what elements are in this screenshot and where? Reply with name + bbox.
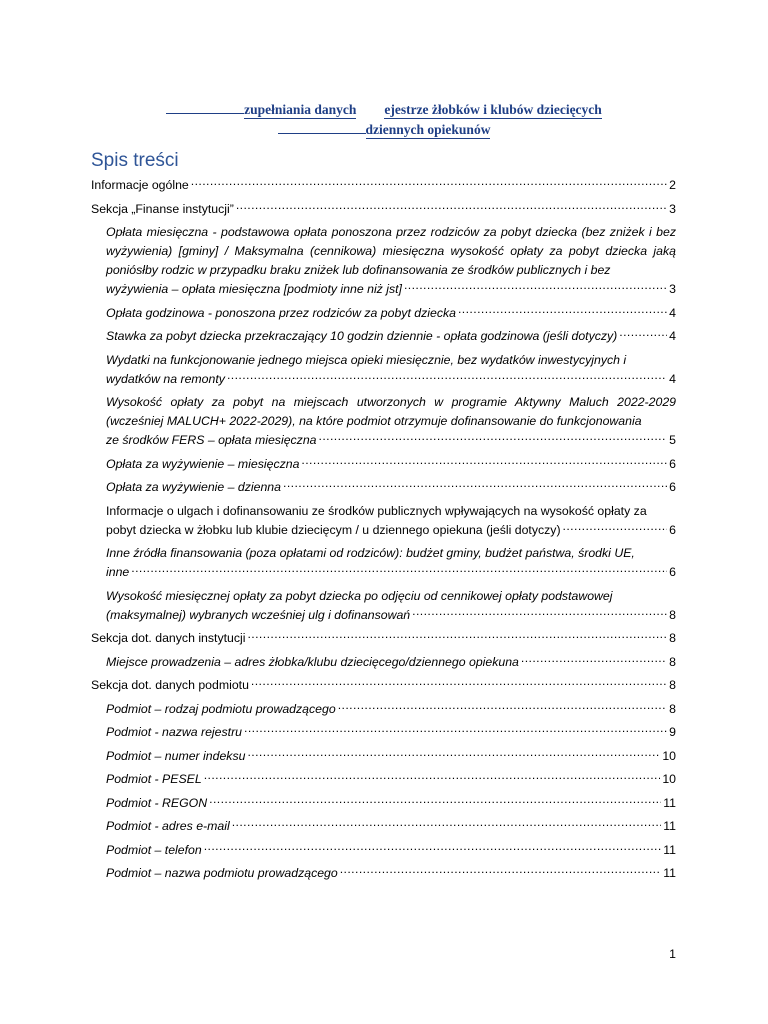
toc-entry[interactable] xyxy=(91,478,676,497)
toc-entry-label: Podmiot - nazwa rejestru xyxy=(106,725,243,739)
toc-page-number: 8 xyxy=(669,631,676,645)
toc-entry[interactable] xyxy=(91,864,676,883)
toc-entry[interactable] xyxy=(91,747,676,766)
toc-entry[interactable] xyxy=(91,223,676,299)
toc-leader xyxy=(204,842,662,854)
toc-entry[interactable] xyxy=(91,770,676,789)
toc-entry[interactable] xyxy=(91,304,676,323)
toc-page-number: 5 xyxy=(669,433,676,447)
toc-entry-label: Stawka za pobyt dziecka przekraczający 10 godzin dziennie - opłata godzinowa (jeśli dotyczy) xyxy=(106,329,618,343)
toc-entry-label: wyżywienia – opłata miesięczna [podmioty inne niż jst] xyxy=(106,282,402,296)
toc-page-number: 10 xyxy=(662,748,676,763)
toc-page-number: 6 xyxy=(669,480,676,494)
toc-entry-label: ze środków FERS – opłata miesięczna xyxy=(106,433,317,447)
toc-entry[interactable] xyxy=(91,544,676,582)
toc-leader xyxy=(232,818,662,830)
toc-entry[interactable] xyxy=(91,200,676,219)
toc-entry-label: Opłata za wyżywienie – dzienna xyxy=(106,480,281,494)
toc-page-number: 4 xyxy=(669,305,676,320)
toc-entry-text: Informacje o ulgach i dofinansowaniu ze środków publicznych wpływających na wysokość opłaty za xyxy=(106,503,647,518)
toc-entry[interactable] xyxy=(91,351,676,389)
toc-entry-label: wydatków na remonty xyxy=(106,371,225,386)
toc-leader xyxy=(247,748,660,760)
toc-entry-label: Sekcja dot. danych instytucji xyxy=(91,631,246,645)
toc-leader xyxy=(340,865,662,877)
toc-leader xyxy=(204,771,661,783)
toc-entry-label: pobyt dziecka w żłobku lub klubie dziecięcym / u dziennego opiekuna (jeśli dotyczy) xyxy=(106,522,561,537)
toc-leader xyxy=(404,281,667,293)
toc-page-number: 8 xyxy=(669,701,676,716)
toc-entry[interactable] xyxy=(91,841,676,860)
toc-page-number: 10 xyxy=(662,772,676,786)
toc-entry[interactable] xyxy=(91,676,676,695)
toc-leader xyxy=(251,677,667,689)
toc-entry[interactable] xyxy=(91,700,676,719)
toc-entry-label: Informacje ogólne xyxy=(91,178,189,192)
toc-entry-text: Wysokość miesięcznej opłaty za pobyt dziecka po odjęciu od cennikowej opłaty podstawowej xyxy=(106,588,613,603)
toc-entry-text: Wydatki na funkcjonowanie jednego miejsca opieki miesięcznie, bez wydatków inwestycyjnych i xyxy=(106,352,627,367)
table-of-contents xyxy=(91,176,676,888)
toc-entry[interactable] xyxy=(91,502,676,540)
toc-entry-label: Podmiot – rodzaj podmiotu prowadzącego xyxy=(106,701,336,716)
toc-page-number: 8 xyxy=(669,607,676,622)
toc-entry[interactable] xyxy=(91,393,676,450)
toc-page-number: 11 xyxy=(663,866,676,880)
toc-page-number: 11 xyxy=(663,795,676,810)
toc-entry[interactable] xyxy=(91,587,676,625)
toc-entry-label: Opłata godzinowa - ponoszona przez rodziców za pobyt dziecka xyxy=(106,305,456,320)
toc-entry[interactable] xyxy=(91,653,676,672)
toc-entry-label: Podmiot – nazwa podmiotu prowadzącego xyxy=(106,866,338,880)
toc-page-number: 8 xyxy=(669,678,676,692)
toc-leader xyxy=(209,795,661,807)
toc-entry-label: Miejsce prowadzenia – adres żłobka/klubu dziecięcego/dziennego opiekuna xyxy=(106,654,519,669)
toc-entry-label: Podmiot - adres e-mail xyxy=(106,819,230,833)
toc-leader xyxy=(319,432,668,444)
title-line-2 xyxy=(0,120,768,140)
toc-leader xyxy=(563,522,668,534)
toc-entry[interactable] xyxy=(91,817,676,836)
toc-page-number: 9 xyxy=(669,725,676,739)
toc-leader xyxy=(236,201,667,213)
toc-leader xyxy=(458,305,667,317)
toc-entry-label: Sekcja „Finanse instytucji” xyxy=(91,201,234,216)
toc-page-number: 6 xyxy=(669,522,676,537)
page-number: 1 xyxy=(669,947,676,961)
toc-page-number: 6 xyxy=(669,456,676,471)
toc-leader xyxy=(301,456,667,468)
title-part-1: zupełniania danych xyxy=(244,102,357,117)
toc-leader xyxy=(131,564,667,576)
toc-entry[interactable] xyxy=(91,723,676,742)
toc-leader xyxy=(412,607,667,619)
toc-leader xyxy=(338,701,667,713)
title-underline-blank-2 xyxy=(278,133,366,134)
toc-entry-label: inne xyxy=(106,565,130,579)
toc-entry[interactable] xyxy=(91,629,676,648)
title-part-2: ejestrze żłobków i klubów dziecięcych xyxy=(384,102,602,117)
toc-page-number: 3 xyxy=(669,282,676,296)
toc-page-number: 3 xyxy=(669,201,676,216)
document-title xyxy=(0,100,768,140)
toc-leader xyxy=(283,479,667,491)
title-part-3: dziennych opiekunów xyxy=(365,122,491,137)
toc-leader xyxy=(244,724,667,736)
toc-page-number: 4 xyxy=(669,329,676,343)
toc-entry[interactable] xyxy=(91,176,676,195)
toc-entry-label: (maksymalnej) wybranych wcześniej ulg i dofinansowań xyxy=(106,607,411,622)
title-line-1 xyxy=(0,100,768,120)
toc-page-number: 6 xyxy=(669,565,676,579)
toc-entry-text: Wysokość opłaty za pobyt na miejscach utworzonych w programie Aktywny Maluch 2022-2029 (wcześniej MALUCH+ 2022-2029), na które podmiot otrzymuje dofinansowanie do funkcjonowania xyxy=(106,395,676,428)
toc-entry[interactable] xyxy=(91,327,676,346)
toc-leader xyxy=(247,630,667,642)
toc-page-number: 4 xyxy=(669,371,676,386)
toc-leader xyxy=(521,654,667,666)
toc-leader xyxy=(191,177,667,189)
toc-entry-label: Podmiot - REGON xyxy=(106,795,208,810)
toc-leader xyxy=(619,328,667,340)
toc-page-number: 11 xyxy=(663,842,676,857)
title-underline-blank xyxy=(166,113,244,114)
toc-entry[interactable] xyxy=(91,455,676,474)
toc-page-number: 8 xyxy=(669,654,676,669)
toc-heading: Spis treści xyxy=(91,150,179,171)
toc-entry-label: Podmiot – numer indeksu xyxy=(106,748,246,763)
toc-entry-text: Opłata miesięczna - podstawowa opłata ponoszona przez rodziców za pobyt dziecka (bez zniżek i bez wyżywienia) [gminy] / Maksymalna (cennikowa) miesięczna wysokość opłaty za pobyt dziecka jaką poniósłby rodzic w przypadku braku zniżek lub dofinansowania ze środków publicznych i bez xyxy=(106,225,676,277)
toc-entry-label: Podmiot – telefon xyxy=(106,842,202,857)
toc-page-number: 11 xyxy=(663,819,676,833)
toc-entry[interactable] xyxy=(91,794,676,813)
toc-entry-label: Podmiot - PESEL xyxy=(106,772,202,786)
toc-entry-label: Sekcja dot. danych podmiotu xyxy=(91,678,249,692)
toc-entry-text: Inne źródła finansowania (poza opłatami od rodziców): budżet gminy, budżet państwa, środki UE, xyxy=(106,546,635,560)
toc-leader xyxy=(227,371,667,383)
toc-entry-label: Opłata za wyżywienie – miesięczna xyxy=(106,456,300,471)
toc-page-number: 2 xyxy=(669,178,676,192)
